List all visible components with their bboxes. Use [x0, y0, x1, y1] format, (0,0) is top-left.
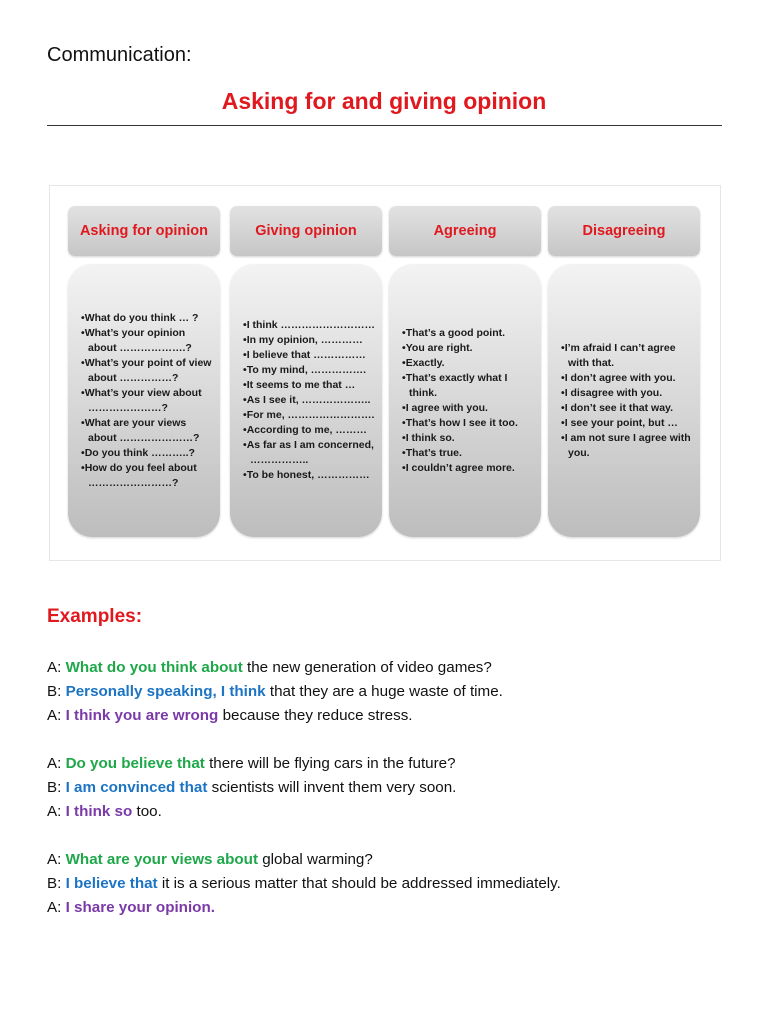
opinion-phrase: I am convinced that [65, 779, 208, 796]
document-title: Asking for and giving opinion [221, 88, 547, 114]
phrase-item: • Do you think ………..? [79, 446, 214, 461]
phrase-item: • What’s your point of view about ……………? [79, 356, 214, 386]
opinion-phrase: I believe that [65, 875, 158, 892]
examples-section [47, 656, 737, 944]
column-phrase-box [68, 264, 220, 537]
dialogue-line [47, 704, 737, 728]
opinion-phrase: I share your opinion. [65, 899, 215, 916]
document-label: Communication: [47, 44, 192, 66]
dialogue-line [47, 752, 737, 776]
dialogue-group [47, 848, 737, 920]
opinion-phrase: What are your views about [65, 851, 259, 868]
phrase-item: • That’s a good point. [400, 326, 535, 341]
dialogue-line [47, 680, 737, 704]
column-phrase-box [389, 264, 541, 537]
phrase-list [68, 311, 220, 491]
dialogue-line [47, 848, 737, 872]
phrase-item: • I disagree with you. [559, 386, 694, 401]
phrase-item: • As I see it, ……………….. [241, 393, 376, 408]
phrase-item: • In my opinion, ………… [241, 333, 376, 348]
phrase-item: • What are your views about …………………? [79, 416, 214, 446]
sentence-rest: the new generation of video games? [242, 659, 492, 676]
sentence-rest: that they are a huge waste of time. [265, 683, 503, 700]
sentence-rest: scientists will invent them very soon. [207, 779, 457, 796]
phrase-item: • To my mind, ……………. [241, 363, 376, 378]
phrase-item: • What’s your view about …………………? [79, 386, 214, 416]
speaker-label: A: [47, 851, 62, 868]
phrase-item: • I’m afraid I can’t agree with that. [559, 341, 694, 371]
phrase-item: • It seems to me that … [241, 378, 376, 393]
dialogue-line [47, 800, 737, 824]
column-heading: Agreeing [389, 206, 541, 256]
opinion-phrase: What do you think about [65, 659, 243, 676]
phrase-item: • As far as I am concerned, …………….. [241, 438, 376, 468]
speaker-label: B: [47, 875, 62, 892]
speaker-label: B: [47, 779, 62, 796]
speaker-label: B: [47, 683, 62, 700]
sentence-rest: global warming? [258, 851, 373, 868]
phrase-item: • How do you feel about ……………………? [79, 461, 214, 491]
column-phrase-box [230, 264, 382, 537]
column-phrase-box [548, 264, 700, 537]
opinion-phrase: Personally speaking, I think [65, 683, 266, 700]
phrase-item: • To be honest, …………… [241, 468, 376, 483]
phrase-item: • What’s your opinion about ……………….? [79, 326, 214, 356]
opinion-phrase: I think so [65, 803, 133, 820]
dialogue-line [47, 776, 737, 800]
phrase-item: • What do you think … ? [79, 311, 214, 326]
dialogue-line [47, 656, 737, 680]
phrase-item: • That’s true. [400, 446, 535, 461]
phrase-item: • I am not sure I agree with you. [559, 431, 694, 461]
phrase-item: • I couldn’t agree more. [400, 461, 535, 476]
phrase-item: • That’s how I see it too. [400, 416, 535, 431]
column-heading: Asking for opinion [68, 206, 220, 256]
sentence-rest: it is a serious matter that should be addressed immediately. [157, 875, 561, 892]
phrase-item: • I think so. [400, 431, 535, 446]
dialogue-line [47, 872, 737, 896]
speaker-label: A: [47, 755, 62, 772]
opinion-phrase: I think you are wrong [65, 707, 219, 724]
dialogue-group [47, 752, 737, 824]
phrase-list [230, 318, 382, 483]
column-heading: Giving opinion [230, 206, 382, 256]
column-heading: Disagreeing [548, 206, 700, 256]
phrase-item: • I agree with you. [400, 401, 535, 416]
sentence-rest: too. [132, 803, 162, 820]
speaker-label: A: [47, 803, 62, 820]
phrase-item: • For me, ……………………. [241, 408, 376, 423]
speaker-label: A: [47, 899, 62, 916]
phrase-item: • I think ……………………… [241, 318, 376, 333]
phrase-item: • You are right. [400, 341, 535, 356]
dialogue-line [47, 896, 737, 920]
opinion-phrase: Do you believe that [65, 755, 205, 772]
phrase-list [389, 326, 541, 476]
phrase-item: • That’s exactly what I think. [400, 371, 535, 401]
sentence-rest: because they reduce stress. [218, 707, 413, 724]
title-divider [47, 125, 722, 126]
sentence-rest: there will be flying cars in the future? [204, 755, 456, 772]
dialogue-group [47, 656, 737, 728]
examples-heading: Examples: [47, 606, 143, 627]
phrase-item: • I see your point, but … [559, 416, 694, 431]
speaker-label: A: [47, 707, 62, 724]
opinion-diagram [49, 185, 721, 561]
phrase-list [548, 341, 700, 461]
speaker-label: A: [47, 659, 62, 676]
phrase-item: • I believe that …………… [241, 348, 376, 363]
phrase-item: • I don’t agree with you. [559, 371, 694, 386]
phrase-item: • Exactly. [400, 356, 535, 371]
phrase-item: • According to me, ……… [241, 423, 376, 438]
phrase-item: • I don’t see it that way. [559, 401, 694, 416]
